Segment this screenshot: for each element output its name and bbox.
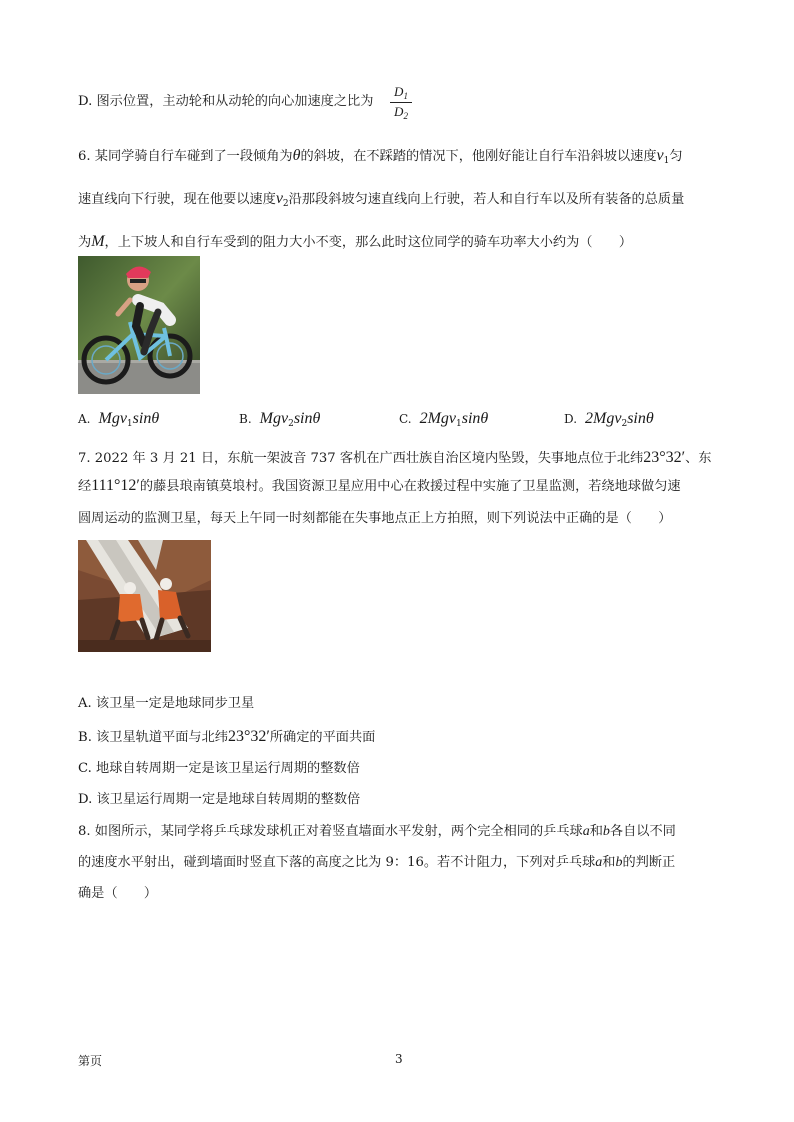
q7-option-c: C. 地球自转周期一定是该卫星运行周期的整数倍 [78,761,360,776]
q7-option-a: A. 该卫星一定是地球同步卫星 [78,696,255,711]
q7-line2: 经111°12′的藤县琅南镇莫埌村。我国资源卫星应用中心在救援过程中实施了卫星监测，若绕地球做匀速 [78,477,681,494]
footer-label: 第页 [78,1054,103,1068]
page-number: 3 [395,1052,403,1066]
rescue-illustration [78,540,211,652]
q6-line1: 6. 某同学骑自行车碰到了一段倾角为θ的斜坡，在不踩踏的情况下，他刚好能让自行车沿斜坡以速度$v_1$匀 [78,147,683,166]
q6-line3: 为M，上下坡人和自行车受到的阻力大小不变，那么此时这位同学的骑车功率大小约为（ ） [78,233,633,250]
cyclist-photo [78,256,200,394]
q6-option-c: C. 2Mgv$_1$sinθ [399,410,489,429]
q5-option-d: D. 图示位置，主动轮和从动轮的向心加速度之比为 [78,94,374,109]
q6-option-a: A. Mgv$_1$sinθ [78,410,160,429]
ratio-fraction: $\frac{D_1}{D_2}$ [390,84,412,121]
q6-option-d: D. 2Mgv$_2$sinθ [564,410,654,429]
q7-option-d: D. 该卫星运行周期一定是地球自转周期的整数倍 [78,792,361,807]
q8-line2: 的速度水平射出，碰到墙面时竖直下落的高度之比为 9：16。若不计阻力，下列对乒乓球a和b的判断正 [78,855,676,870]
cyclist-illustration [78,256,200,394]
q6-option-b: B. Mgv$_2$sinθ [239,410,321,429]
rescue-photo [78,540,211,652]
q8-line3: 确是（ ） [78,886,158,901]
q8-line1: 8. 如图所示，某同学将乒乓球发球机正对着竖直墙面水平发射，两个完全相同的乒乓球a和b各自以不同 [78,824,676,839]
q6-line2: 速直线向下行驶，现在他要以速度$v_2$沿那段斜坡匀速直线向上行驶，若人和自行车以及所有装备的总质量 [78,190,685,209]
q7-option-b: B. 该卫星轨道平面与北纬23°32′所确定的平面共面 [78,728,376,745]
q7-line3: 圆周运动的监测卫星，每天上午同一时刻都能在失事地点正上方拍照，则下列说法中正确的是（ ） [78,511,672,526]
q7-line1: 7. 2022 年 3 月 21 日，东航一架波音 737 客机在广西壮族自治区境内坠毁，失事地点位于北纬23°32′、东 [78,449,712,466]
